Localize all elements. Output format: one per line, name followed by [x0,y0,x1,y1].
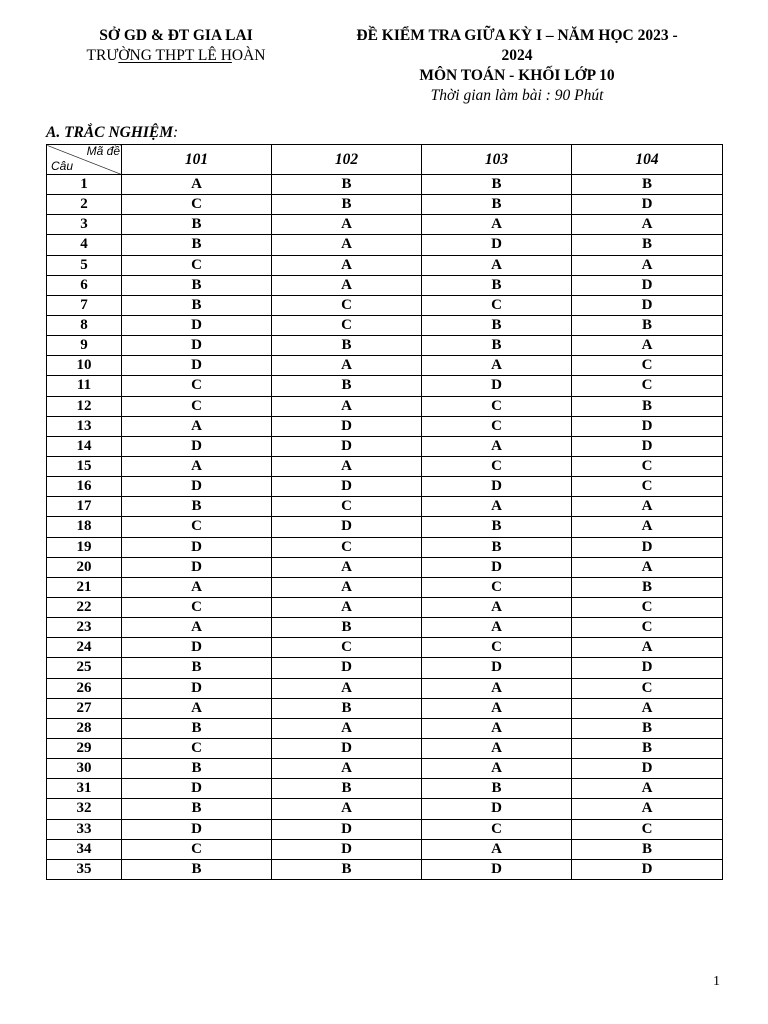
table-row [47,779,723,799]
answer-cell: C [272,315,422,335]
answer-cell: B [272,175,422,195]
answer-cell: A [572,255,723,275]
answer-cell: D [272,839,422,859]
answer-cell: B [122,295,272,315]
table-row [47,638,723,658]
question-number: 23 [47,618,122,638]
answer-cell: B [122,759,272,779]
answer-cell: A [572,779,723,799]
question-number: 8 [47,315,122,335]
answer-cell: C [422,577,572,597]
table-row [47,315,723,335]
answer-cell: A [422,718,572,738]
answer-cell: D [572,759,723,779]
table-row [47,678,723,698]
answer-cell: D [422,799,572,819]
answer-cell: D [572,537,723,557]
table-row [47,336,723,356]
question-number: 35 [47,859,122,879]
answer-cell: C [572,477,723,497]
answer-cell: B [422,779,572,799]
answer-cell: B [422,315,572,335]
exam-title-line1: ĐỀ KIỂM TRA GIỮA KỲ I – NĂM HỌC 2023 - [356,27,678,44]
table-row [47,275,723,295]
table-row [47,557,723,577]
table-row [47,416,723,436]
answer-cell: B [122,658,272,678]
answer-cell: D [572,195,723,215]
table-row [47,819,723,839]
answer-cell: C [572,819,723,839]
answer-cell: A [272,396,422,416]
answer-table [46,144,723,880]
table-row [47,376,723,396]
answer-cell: A [422,839,572,859]
answer-cell: D [122,477,272,497]
answer-cell: B [572,175,723,195]
answer-cell: A [122,698,272,718]
answer-cell: A [422,698,572,718]
corner-label-code: Mã đề [86,144,120,158]
answer-cell: B [122,859,272,879]
table-row [47,497,723,517]
question-number: 22 [47,597,122,617]
answer-cell: B [122,235,272,255]
answer-cell: D [572,295,723,315]
table-row [47,477,723,497]
answer-cell: C [122,396,272,416]
department-name: SỞ GD & ĐT GIA LAI [99,27,253,44]
answer-cell: A [272,456,422,476]
answer-cell: A [122,618,272,638]
answer-cell: A [272,275,422,295]
table-row [47,456,723,476]
question-number: 26 [47,678,122,698]
table-row [47,698,723,718]
question-number: 30 [47,759,122,779]
answer-cell: A [572,497,723,517]
answer-cell: D [422,477,572,497]
answer-cell: A [422,497,572,517]
table-row [47,839,723,859]
answer-cell: B [272,618,422,638]
answer-cell: C [122,195,272,215]
answer-cell: A [422,255,572,275]
answer-cell: B [272,195,422,215]
question-number: 29 [47,738,122,758]
answer-cell: C [422,416,572,436]
answer-cell: A [272,215,422,235]
answer-cell: D [122,436,272,456]
answer-cell: B [272,698,422,718]
answer-cell: C [122,517,272,537]
answer-cell: B [572,577,723,597]
answer-cell: C [272,537,422,557]
answer-cell: A [272,678,422,698]
code-header: 103 [422,145,572,175]
code-header: 101 [122,145,272,175]
corner-label-question: Câu [51,159,74,173]
question-number: 24 [47,638,122,658]
question-number: 18 [47,517,122,537]
answer-cell: D [272,477,422,497]
answer-cell: C [422,456,572,476]
table-row [47,195,723,215]
answer-cell: A [422,597,572,617]
answer-cell: C [122,597,272,617]
answer-cell: D [122,779,272,799]
question-number: 1 [47,175,122,195]
answer-cell: B [572,839,723,859]
table-header-row [47,145,723,175]
question-number: 7 [47,295,122,315]
question-number: 21 [47,577,122,597]
answer-cell: D [122,638,272,658]
answer-cell: A [422,215,572,235]
question-number: 33 [47,819,122,839]
question-number: 32 [47,799,122,819]
question-number: 9 [47,336,122,356]
answer-cell: C [272,638,422,658]
answer-cell: C [122,376,272,396]
question-number: 25 [47,658,122,678]
answer-cell: C [122,839,272,859]
question-number: 28 [47,718,122,738]
answer-cell: D [122,356,272,376]
answer-cell: B [422,195,572,215]
answer-cell: D [122,537,272,557]
answer-cell: D [272,436,422,456]
answer-cell: D [272,517,422,537]
answer-cell: A [272,718,422,738]
answer-cell: A [422,759,572,779]
table-row [47,799,723,819]
answer-cell: A [422,678,572,698]
table-row [47,215,723,235]
table-row [47,235,723,255]
answer-cell: D [572,275,723,295]
answer-cell: D [272,819,422,839]
table-row [47,577,723,597]
question-number: 20 [47,557,122,577]
page-number: 1 [713,974,720,989]
table-row [47,759,723,779]
answer-cell: A [422,738,572,758]
answer-cell: C [422,295,572,315]
answer-cell: B [272,859,422,879]
answer-cell: A [422,618,572,638]
answer-cell: D [122,557,272,577]
duration-line: Thời gian làm bài : 90 Phút [430,87,604,104]
table-row [47,618,723,638]
answer-cell: D [572,658,723,678]
table-row [47,597,723,617]
answer-cell: B [422,517,572,537]
question-number: 16 [47,477,122,497]
answer-cell: A [272,235,422,255]
answer-cell: D [422,859,572,879]
answer-cell: C [572,376,723,396]
answer-cell: B [122,718,272,738]
answer-cell: D [422,658,572,678]
table-row [47,255,723,275]
answer-cell: B [422,336,572,356]
answer-cell: D [122,678,272,698]
answer-cell: B [122,215,272,235]
answer-cell: A [272,577,422,597]
question-number: 15 [47,456,122,476]
question-number: 13 [47,416,122,436]
answer-cell: A [572,638,723,658]
exam-title-line2: 2024 [501,47,533,64]
answer-cell: B [122,275,272,295]
answer-cell: A [572,336,723,356]
question-number: 34 [47,839,122,859]
answer-cell: A [422,356,572,376]
answer-cell: A [272,759,422,779]
answer-cell: B [422,537,572,557]
answer-cell: C [572,597,723,617]
table-row [47,738,723,758]
answer-cell: B [572,396,723,416]
answer-cell: C [572,456,723,476]
question-number: 5 [47,255,122,275]
answer-cell: B [272,376,422,396]
answer-cell: A [272,255,422,275]
answer-cell: C [572,678,723,698]
answer-cell: D [572,416,723,436]
answer-cell: C [422,396,572,416]
answer-cell: A [272,799,422,819]
answer-cell: D [422,557,572,577]
subject-line: MÔN TOÁN - KHỐI LỚP 10 [419,67,615,84]
answer-cell: D [572,436,723,456]
answer-cell: A [422,436,572,456]
table-row [47,517,723,537]
answer-cell: C [422,638,572,658]
table-row [47,859,723,879]
answer-cell: C [122,255,272,275]
question-number: 10 [47,356,122,376]
answer-cell: D [272,658,422,678]
answer-cell: A [122,456,272,476]
answer-cell: B [572,315,723,335]
code-header: 104 [572,145,723,175]
question-number: 31 [47,779,122,799]
answer-cell: A [572,799,723,819]
question-number: 3 [47,215,122,235]
table-row [47,658,723,678]
table-row [47,718,723,738]
answer-cell: B [272,336,422,356]
answer-cell: A [272,597,422,617]
answer-cell: D [272,738,422,758]
answer-cell: D [422,376,572,396]
answer-cell: C [272,295,422,315]
answer-cell: D [572,859,723,879]
answer-table-body [47,175,723,880]
question-number: 12 [47,396,122,416]
answer-cell: D [422,235,572,255]
question-number: 14 [47,436,122,456]
question-number: 19 [47,537,122,557]
answer-cell: A [122,416,272,436]
answer-cell: A [572,215,723,235]
answer-cell: B [122,799,272,819]
answer-cell: A [572,698,723,718]
table-row [47,436,723,456]
answer-cell: D [122,315,272,335]
answer-cell: A [122,577,272,597]
answer-cell: B [122,497,272,517]
answer-cell: A [272,557,422,577]
answer-cell: A [272,356,422,376]
header-right [318,26,716,105]
answer-cell: C [272,497,422,517]
code-header: 102 [272,145,422,175]
table-row [47,175,723,195]
table-row [47,537,723,557]
answer-cell: C [572,618,723,638]
section-title: A. TRẮC NGHIỆM: [46,124,179,141]
answer-cell: B [572,718,723,738]
answer-cell: B [572,738,723,758]
question-number: 4 [47,235,122,255]
answer-cell: D [122,336,272,356]
answer-cell: D [272,416,422,436]
answer-cell: B [572,235,723,255]
answer-cell: A [572,557,723,577]
answer-cell: A [572,517,723,537]
question-number: 27 [47,698,122,718]
question-number: 2 [47,195,122,215]
answer-cell: B [422,175,572,195]
answer-cell: C [572,356,723,376]
table-row [47,356,723,376]
header-left [60,26,292,65]
question-number: 11 [47,376,122,396]
answer-cell: C [422,819,572,839]
table-row [47,396,723,416]
answer-cell: A [122,175,272,195]
question-number: 17 [47,497,122,517]
answer-cell: B [422,275,572,295]
answer-cell: C [122,738,272,758]
answer-cell: B [272,779,422,799]
question-number: 6 [47,275,122,295]
school-name: TRƯỜNG THPT LÊ HOÀN [86,47,266,64]
corner-cell [47,145,122,175]
table-row [47,295,723,315]
answer-cell: D [122,819,272,839]
